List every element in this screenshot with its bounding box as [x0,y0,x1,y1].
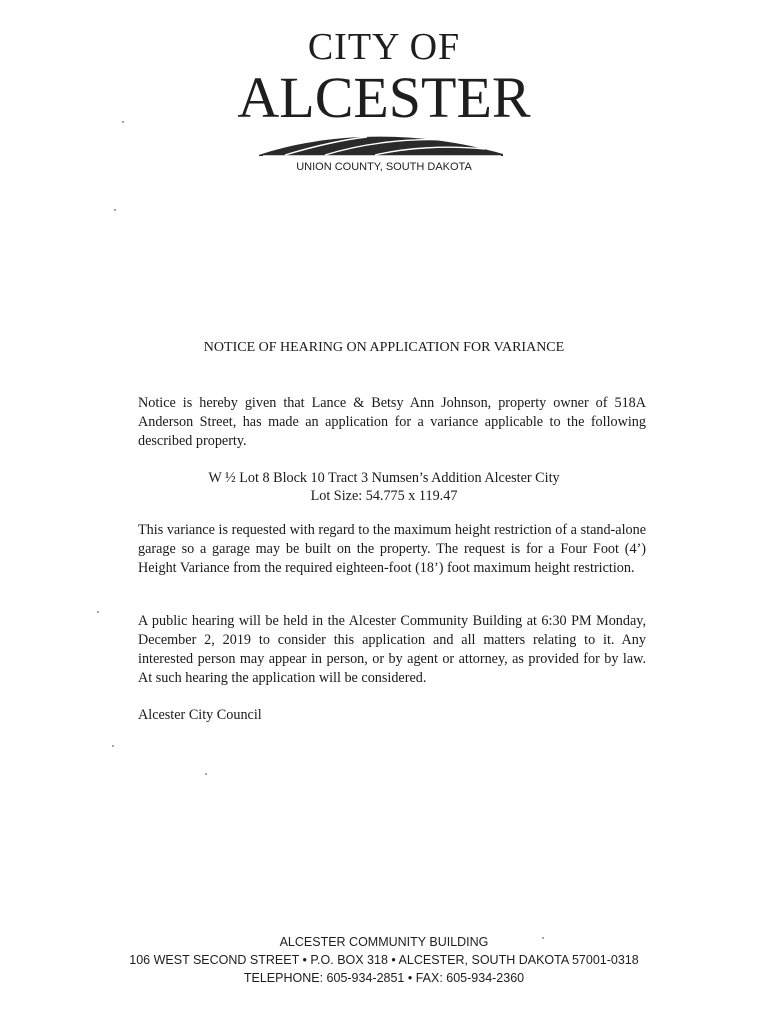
scan-speck [122,121,124,123]
scan-speck [97,611,99,613]
notice-title: NOTICE OF HEARING ON APPLICATION FOR VARIANCE [203,340,565,355]
notice-paragraph-3: A public hearing will be held in the Alcester Community Building at 6:30 PM Monday, December 2, 2019 to consider this application and all matters relating to it. Any interested person may appear in person, or by agent or attorney, as provided for by law. At such hearing the application will be considered. [138,613,646,686]
letterhead-city-of: CITY OF [307,26,461,68]
letterhead-city-name: ALCESTER [237,65,531,130]
signoff: Alcester City Council [138,707,262,723]
legal-description [0,469,768,505]
footer-phone-fax: TELEPHONE: 605-934-2851 • FAX: 605-934-2360 [243,971,525,985]
legal-description-line-2: Lot Size: 54.775 x 119.47 [310,488,458,504]
legal-description-line-1: W ½ Lot 8 Block 10 Tract 3 Numsen’s Addition Alcester City [208,470,560,486]
notice-paragraph-2: This variance is requested with regard to the maximum height restriction of a stand-alone garage so a garage may be built on the property. The request is for a Four Foot (4’) Height Variance from the required eighteen-foot (18’) foot maximum height restriction. [138,522,646,576]
hills-logo-icon [255,128,507,162]
scan-speck [205,773,207,775]
scan-speck [114,209,116,211]
footer-street-address: 106 WEST SECOND STREET • P.O. BOX 318 • ALCESTER, SOUTH DAKOTA 57001-0318 [129,953,639,967]
letterhead-county: UNION COUNTY, SOUTH DAKOTA [296,161,472,173]
footer-address-block [0,933,768,987]
notice-paragraph-1: Notice is hereby given that Lance & Betsy Ann Johnson, property owner of 518A Anderson Street, has made an application for a variance applicable to the following described property. [138,395,646,449]
footer-building-name: ALCESTER COMMUNITY BUILDING [279,935,489,949]
scan-speck [542,937,544,939]
scan-speck [112,745,114,747]
